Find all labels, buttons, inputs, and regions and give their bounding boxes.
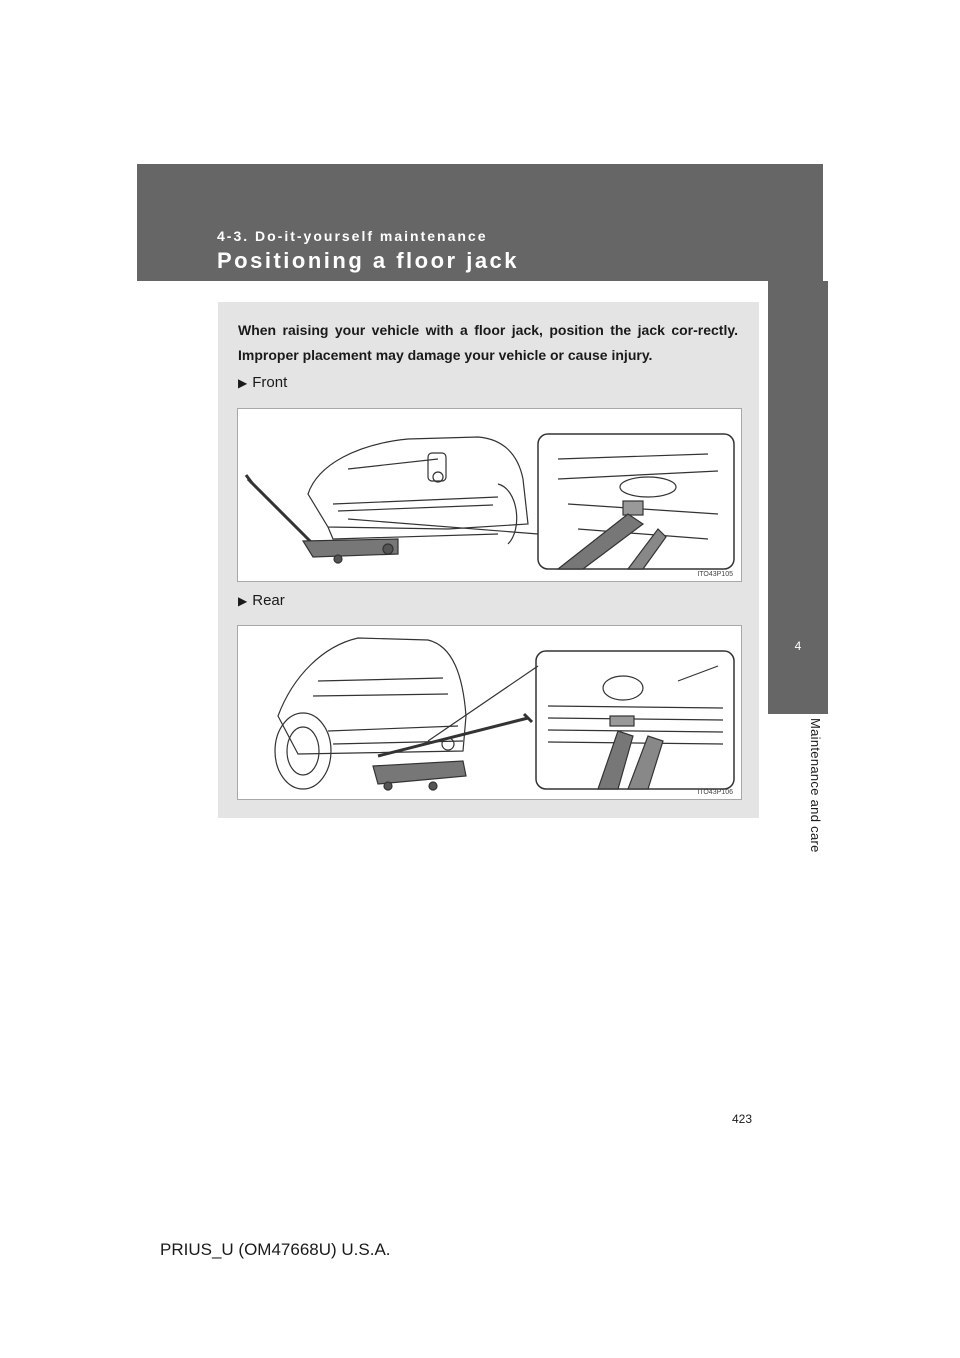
front-jack-drawing [238, 409, 741, 581]
front-heading [238, 374, 287, 391]
page-number: 423 [732, 1112, 753, 1126]
triangle-right-icon: ▶ [238, 593, 248, 608]
page-title: Positioning a floor jack [217, 248, 520, 273]
figure-code: ITO43P106 [697, 789, 733, 796]
figure-code: ITO43P105 [697, 571, 733, 578]
rear-heading [238, 592, 285, 609]
document-footer: PRIUS_U (OM47668U) U.S.A. [160, 1240, 391, 1259]
front-jack-illustration [237, 408, 742, 582]
section-label: 4-3. Do-it-yourself maintenance [217, 228, 488, 244]
rear-label: Rear [252, 592, 285, 609]
rear-jack-drawing [238, 626, 741, 799]
chapter-title: Maintenance and care [808, 718, 823, 853]
chapter-number: 4 [794, 639, 802, 653]
chapter-side-tab[interactable] [768, 281, 828, 714]
intro-text: When raising your vehicle with a floor jack, position the jack cor-rectly. Improper placement may damage your vehicle or cause injury. [238, 322, 738, 363]
section-header [137, 164, 823, 281]
triangle-right-icon: ▶ [238, 375, 248, 390]
content-box [218, 302, 759, 818]
rear-jack-illustration [237, 625, 742, 800]
front-label: Front [252, 374, 288, 391]
